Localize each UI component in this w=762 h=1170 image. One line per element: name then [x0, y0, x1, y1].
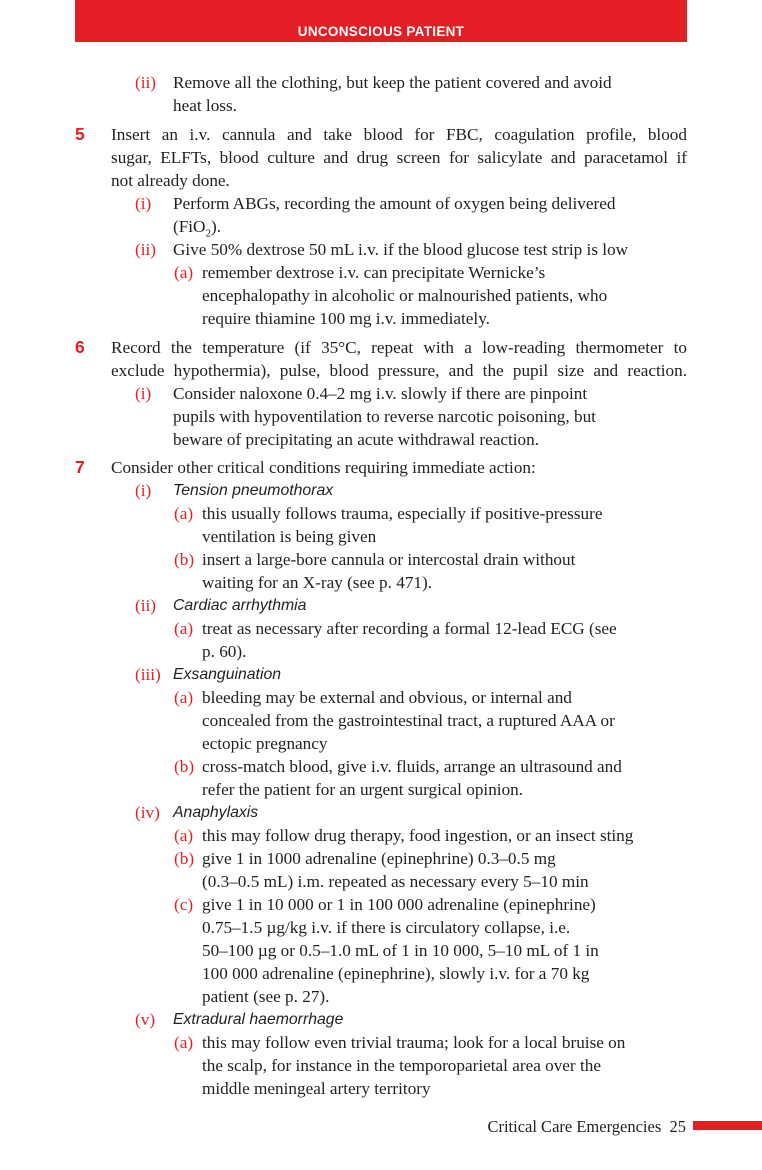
item-label: (a)	[174, 826, 194, 845]
text-line: heat loss.	[173, 96, 237, 115]
item-label: (a)	[174, 619, 194, 638]
header-bar	[75, 0, 687, 42]
condition-heading: Extradural haemorrhage	[173, 1011, 344, 1028]
text-line: pupils with hypoventilation to reverse narcotic poisoning, but	[173, 407, 596, 426]
item-label: (a)	[174, 688, 194, 707]
footer-title: Critical Care Emergencies	[487, 1117, 662, 1136]
text-line: Remove all the clothing, but keep the patient covered and avoid	[173, 73, 612, 92]
item-label: (ii)	[135, 240, 156, 259]
text-line: waiting for an X-ray (see p. 471).	[202, 573, 433, 592]
text-line: Give 50% dextrose 50 mL i.v. if the blood glucose test strip is low	[173, 240, 629, 259]
text-line: beware of precipitating an acute withdrawal reaction.	[173, 430, 540, 449]
step-number: 6	[75, 337, 85, 357]
text-line: p. 60).	[202, 642, 247, 661]
item-label: (iii)	[135, 665, 161, 684]
text-line: 0.75–1.5 µg/kg i.v. if there is circulatory collapse, i.e.	[202, 918, 571, 937]
fio2-text: (FiO	[173, 217, 206, 236]
text-line: require thiamine 100 mg i.v. immediately.	[202, 309, 490, 328]
footer-bar	[693, 1121, 762, 1130]
text-line	[173, 215, 221, 238]
item-label: (a)	[174, 504, 194, 523]
text-line: the scalp, for instance in the temporoparietal area over the	[202, 1056, 601, 1075]
text-line: not already done.	[111, 171, 230, 190]
condition-heading: Anaphylaxis	[173, 804, 259, 821]
text-line: concealed from the gastrointestinal tract, a ruptured AAA or	[202, 711, 615, 730]
text-line: this usually follows trauma, especially if positive-pressure	[202, 504, 603, 523]
text-line: patient (see p. 27).	[202, 987, 330, 1006]
text-line: ectopic pregnancy	[202, 734, 328, 753]
text-line: Insert an i.v. cannula and take blood for FBC, coagulation profile, blood	[111, 125, 687, 144]
text-line: give 1 in 1000 adrenaline (epinephrine) 0.3–0.5 mg	[202, 849, 556, 868]
text-line: bleeding may be external and obvious, or internal and	[202, 688, 572, 707]
text-line: this may follow drug therapy, food ingestion, or an insect sting	[202, 826, 634, 845]
item-label: (b)	[174, 550, 195, 569]
text-line: refer the patient for an urgent surgical opinion.	[202, 780, 524, 799]
item-label: (b)	[174, 757, 195, 776]
text-line: middle meningeal artery territory	[202, 1079, 431, 1098]
text-line: Perform ABGs, recording the amount of oxygen being delivered	[173, 194, 616, 213]
text-line: Consider other critical conditions requiring immediate action:	[111, 458, 536, 477]
text-line: this may follow even trivial trauma; look for a local bruise on	[202, 1033, 626, 1052]
text-line: ventilation is being given	[202, 527, 377, 546]
text-line: give 1 in 10 000 or 1 in 100 000 adrenaline (epinephrine)	[202, 895, 596, 914]
condition-heading: Tension pneumothorax	[173, 482, 334, 499]
item-label: (a)	[174, 1033, 194, 1052]
item-label: (iv)	[135, 803, 160, 822]
item-label: (v)	[135, 1010, 156, 1029]
text-line: 100 000 adrenaline (epinephrine), slowly i.v. for a 70 kg	[202, 964, 590, 983]
item-label: (ii)	[135, 73, 156, 92]
text-line: Consider naloxone 0.4–2 mg i.v. slowly if there are pinpoint	[173, 384, 588, 403]
item-label: (i)	[135, 481, 152, 500]
text-line: insert a large-bore cannula or intercostal drain without	[202, 550, 576, 569]
item-label: (b)	[174, 849, 195, 868]
page-number: 25	[669, 1117, 686, 1136]
footer	[487, 1115, 686, 1138]
running-header-title: UNCONSCIOUS PATIENT	[297, 24, 465, 39]
fio2-subscript: 2	[205, 227, 211, 240]
step-number: 5	[75, 124, 85, 144]
text-line: cross-match blood, give i.v. fluids, arrange an ultrasound and	[202, 757, 622, 776]
item-label: (i)	[135, 194, 152, 213]
condition-heading: Exsanguination	[173, 666, 282, 683]
fio2-close: ).	[210, 217, 222, 236]
text-line: Record the temperature (if 35°C, repeat with a low-reading thermometer to	[111, 338, 687, 357]
text-line: exclude hypothermia), pulse, blood pressure, and the pupil size and reaction.	[111, 361, 687, 380]
text-line: sugar, ELFTs, blood culture and drug screen for salicylate and paracetamol if	[111, 148, 687, 167]
step-number: 7	[75, 457, 85, 477]
item-label: (a)	[174, 263, 194, 282]
item-label: (c)	[174, 895, 194, 914]
item-label: (i)	[135, 384, 152, 403]
text-line: encephalopathy in alcoholic or malnourished patients, who	[202, 286, 608, 305]
text-line: remember dextrose i.v. can precipitate Wernicke’s	[202, 263, 546, 282]
text-line: (0.3–0.5 mL) i.m. repeated as necessary every 5–10 min	[202, 872, 589, 891]
item-label: (ii)	[135, 596, 156, 615]
condition-heading: Cardiac arrhythmia	[173, 597, 307, 614]
text-line: treat as necessary after recording a formal 12-lead ECG (see	[202, 619, 617, 638]
text-line: 50–100 µg or 0.5–1.0 mL of 1 in 10 000, 5–10 mL of 1 in	[202, 941, 599, 960]
